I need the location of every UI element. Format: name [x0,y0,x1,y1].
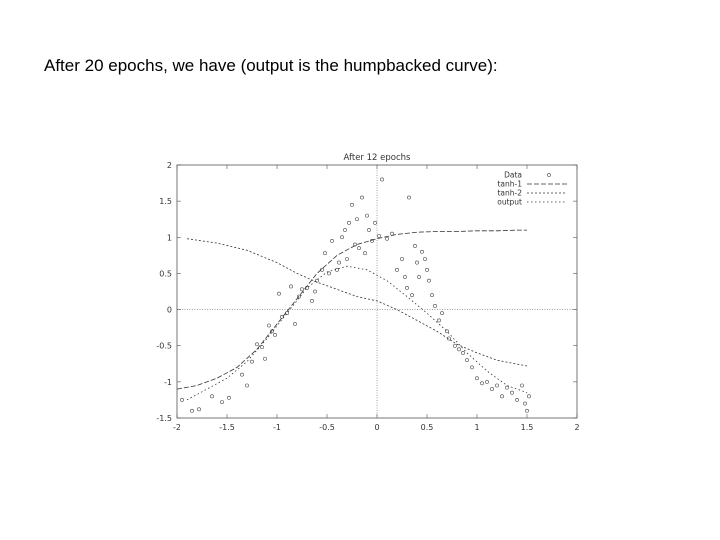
data-point [410,294,413,297]
data-point [461,351,464,354]
data-point [495,384,498,387]
data-point [380,178,383,181]
series-line-tanh-2 [187,239,527,366]
data-point [490,387,493,390]
x-tick-label: 0 [374,423,380,432]
data-point [343,228,346,231]
data-point [395,268,398,271]
legend [497,171,567,207]
data-point [415,261,418,264]
x-tick-label: 0.5 [420,423,434,432]
legend-label-tanh-2: tanh-2 [497,188,522,198]
data-point [510,391,513,394]
data-point [403,275,406,278]
data-point [427,279,430,282]
data-point [357,247,360,250]
data-point [423,257,426,260]
x-tick-label: 1.5 [520,423,534,432]
data-point [300,288,303,291]
data-point [363,252,366,255]
y-tick-label: 2 [166,161,172,170]
y-tick-label: -0.5 [156,341,172,351]
data-point [385,237,388,240]
data-point [433,304,436,307]
data-point [527,395,530,398]
data-point [220,400,223,403]
x-tick-label: -2 [173,423,181,432]
data-point [227,396,230,399]
data-point [377,234,380,237]
slide-caption: After 20 epochs, we have (output is the humpbacked curve): [44,56,498,75]
data-point [327,272,330,275]
data-point [240,373,243,376]
data-point [457,348,460,351]
y-tick-label: -1.5 [156,414,172,423]
data-point [365,214,368,217]
data-point [360,196,363,199]
data-point [413,244,416,247]
data-point [263,357,266,360]
data-point [520,384,523,387]
data-point [345,257,348,260]
data-point [407,196,410,199]
data-point [340,236,343,239]
data-point [245,384,248,387]
data-point [470,366,473,369]
data-point [430,294,433,297]
series-layer [177,178,531,413]
data-point [440,312,443,315]
x-tick-label: -0.5 [319,423,335,432]
x-tick-label: 2 [574,423,580,432]
data-point [373,221,376,224]
data-point [180,398,183,401]
chart-title: After 12 epochs [343,153,411,163]
data-point [425,268,428,271]
data-point [390,232,393,235]
data-point [323,252,326,255]
data-point [417,275,420,278]
data-point [330,239,333,242]
y-tick-label: 1.5 [159,197,172,207]
data-point [267,324,270,327]
data-point [347,221,350,224]
data-point [197,408,200,411]
data-point [255,343,258,346]
legend-label-data: Data [504,170,522,180]
data-point [210,395,213,398]
data-point [515,398,518,401]
y-tick-label: 0.5 [159,269,172,279]
legend-label-output: output [497,197,522,207]
data-point [525,409,528,412]
legend-marker-data [547,173,550,176]
data-point [310,299,313,302]
data-point [505,386,508,389]
data-point [500,395,503,398]
y-tick-label: 0 [166,305,172,315]
data-point [485,380,488,383]
y-tick-label: -1 [164,377,172,387]
data-point [350,203,353,206]
y-tick-label: 1 [166,233,172,243]
data-point [337,261,340,264]
data-point [523,402,526,405]
data-point [313,290,316,293]
data-point [367,228,370,231]
x-tick-label: -1.5 [219,423,235,432]
legend-label-tanh-1: tanh-1 [497,179,522,189]
data-point [277,292,280,295]
data-point [355,218,358,221]
data-point [405,286,408,289]
data-point [453,344,456,347]
data-point [400,257,403,260]
data-point [250,360,253,363]
x-tick-label: -1 [273,423,281,432]
data-point [480,382,483,385]
data-point [437,319,440,322]
data-point [475,377,478,380]
data-point [190,409,193,412]
data-point [465,359,468,362]
data-point [289,285,292,288]
data-point [420,250,423,253]
data-point [293,322,296,325]
x-tick-label: 1 [474,423,480,432]
data-point [273,333,276,336]
